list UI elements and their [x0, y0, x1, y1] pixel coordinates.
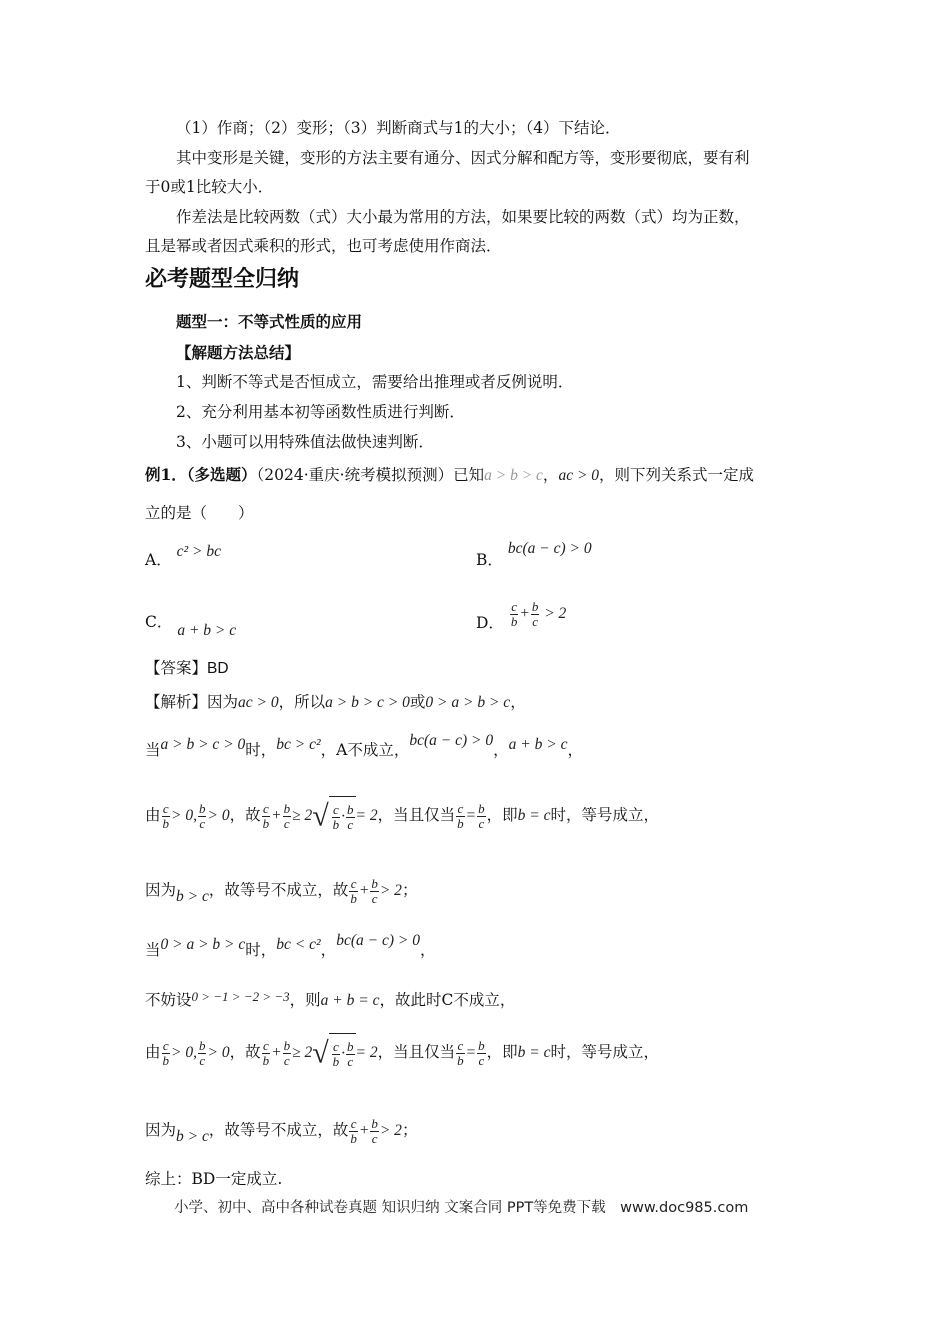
separator: ， — [542, 466, 559, 484]
answer-line — [145, 658, 229, 679]
example-stem — [145, 465, 754, 486]
math-condition: a > b > c — [484, 467, 543, 484]
solution-line-1: 【解析】因为ac > 0，所以a > b > c > 0或0 > a > b > c， — [145, 693, 526, 711]
example-stem-cont: 立的是（ ） — [145, 504, 254, 522]
intro-line-1: （1）作商；（2）变形；（3）判断商式与1的大小；（4）下结论． — [176, 119, 621, 137]
option-label: B． — [476, 551, 503, 569]
solution-line-2: 当a > b > c > 0时，bc > c²，A不成立，bc(a − c) > 0，a + b > c， — [145, 732, 583, 759]
example-label: 例1．（多选题） — [145, 465, 257, 484]
section-title: 必考题型全归纳 — [145, 267, 300, 292]
option-a — [145, 543, 222, 571]
topic-title: 题型一：不等式性质的应用 — [176, 312, 363, 331]
math-expr: bc(a − c) > 0 — [507, 540, 592, 557]
intro-line-2: 其中变形是关键，变形的方法主要有通分、因式分解和配方等，变形要彻底，要有利 — [176, 149, 750, 167]
intro-line-4: 作差法是比较两数（式）大小最为常用的方法，如果要比较的两数（式）均为正数， — [176, 208, 750, 226]
option-label: C． — [145, 613, 173, 631]
option-b — [476, 540, 592, 571]
intro-line-3: 于0或1比较大小． — [145, 178, 274, 196]
answer-value: BD — [207, 660, 229, 677]
solution-line-4: 因为b > c，故等号不成立，故 $\frac{c}{b}$ + $\frac{b}{c}$ > 2； — [145, 875, 418, 906]
answer-label: 【答案】 — [145, 659, 208, 677]
math-expr: c² > bc — [176, 543, 222, 560]
solution-line-8: 因为b > c，故等号不成立，故 $\frac{c}{b}$ + $\frac{b}{c}$ > 2； — [145, 1115, 418, 1146]
option-c — [145, 612, 237, 639]
solution-label: 【解析】 — [145, 693, 208, 711]
page-footer: 小学、初中、高中各种试卷真题 知识归纳 文案合同 PPT等免费下载 www.doc985.com — [174, 1200, 749, 1216]
method-item: 2、充分利用基本初等函数性质进行判断． — [176, 403, 465, 421]
solution-line-3: 由 $\frac{c}{b}$ > 0, $\frac{b}{c}$ > 0，故 $\frac{c}{b}$ + $\frac{b}{c}$ ≥ 2√ $\frac{c}{b}$ · $\frac{b}{c}$ = 2，当且仅当 $\frac{c}{b}$ = $\frac{b}{c}$ ，即b = c时，等号成立， — [145, 795, 659, 837]
intro-line-5: 且是幂或者因式乘积的形式，也可考虑使用作商法． — [145, 237, 502, 255]
math-condition: ac > 0 — [558, 467, 600, 484]
math-expr: a + b > c — [177, 622, 237, 639]
solution-line-7: 由 $\frac{c}{b}$ > 0, $\frac{b}{c}$ > 0，故 $\frac{c}{b}$ + $\frac{b}{c}$ ≥ 2√ $\frac{c}{b}$ · $\frac{b}{c}$ = 2，当且仅当 $\frac{c}{b}$ = $\frac{b}{c}$ ，即b = c时，等号成立， — [145, 1032, 659, 1074]
math-expr: $\frac{c}{b}$ + $\frac{b}{c}$ > 2 — [510, 599, 567, 629]
option-label: A． — [145, 551, 172, 569]
example-ask: ，则下列关系式一定成 — [599, 466, 755, 484]
solution-line-5: 当0 > a > b > c时，bc < c²，bc(a − c) > 0， — [145, 932, 436, 959]
method-header: 【解题方法总结】 — [176, 343, 301, 362]
method-item: 3、小题可以用特殊值法做快速判断． — [176, 433, 434, 451]
option-label: D． — [476, 614, 504, 633]
example-source: （2024·重庆·统考模拟预测）已知 — [256, 466, 485, 484]
method-item: 1、判断不等式是否恒成立，需要给出推理或者反例说明． — [176, 373, 574, 391]
solution-conclusion: 综上：BD一定成立. — [145, 1170, 283, 1188]
solution-line-6: 不妨设$^{0 > -1 > -2 > -3}$，则a + b = c，故此时C不成立， — [145, 989, 516, 1009]
option-d — [476, 599, 567, 633]
